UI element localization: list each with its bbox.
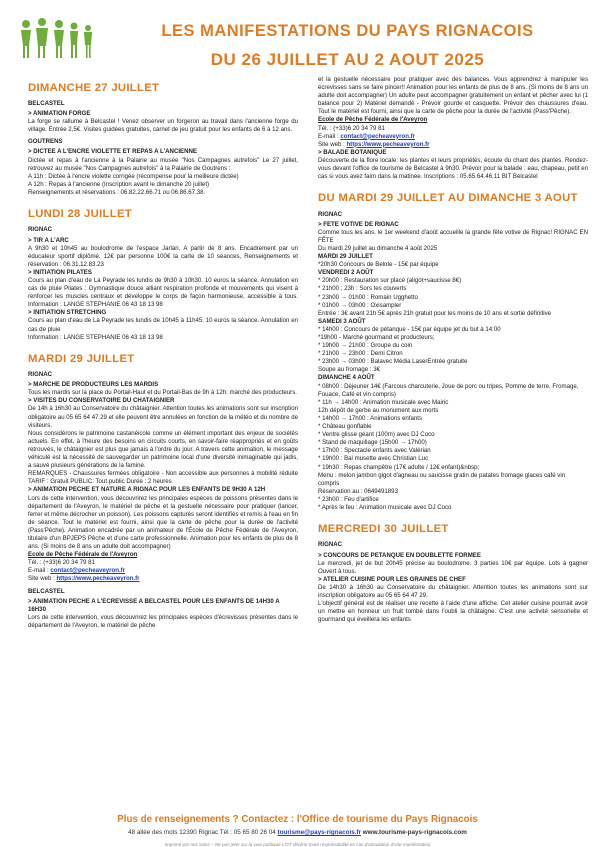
event-text-balade: Découverte de la flore locale: les plantes et leurs propriétés, écoute du chant des plantes. Rendez-vous devant l'office de tourisme de Belcastel à 9h30. Prévoir pour la balade : eau, chapeau, petit en cas si vous avez faim dans la matinée. Inscriptions : 05.65.64.46.11 BIT Belcastel [318, 156, 588, 181]
event-title-pilates: > INITIATION PILATES [28, 268, 92, 276]
day-heading-fete-votive: DU MARDI 29 JUILLET AU DIMANCHE 3 AOUT [318, 192, 578, 205]
footer-email-link[interactable]: tourisme@pays-rignacois.fr [277, 829, 362, 836]
event-text-stretching: Cours au plan d'eau de La Peyrade les lundis de 10h45 à 11h45. 10 euros la séance. Annulation en cas de pluie [28, 317, 298, 333]
program-line: * Ventre glisse géant (100m) avec DJ Coco [318, 431, 435, 439]
contact-tel: Tél. : (+33)6 20 34 79 81 [28, 559, 95, 567]
event-title-forge: > ANIMATION FORGE [28, 110, 91, 118]
footer-website[interactable]: www.tourisme-pays-rignacois.com [361, 829, 467, 836]
website-link[interactable]: https://www.pecheaveyron.fr [346, 140, 430, 148]
sub-heading-vendredi: VENDREDI 2 AOÛT [318, 269, 374, 277]
footer-disclaimer: Imprimé par nos soins – Ne pas jeter sur la voie publique L'OT décline toute responsabilité en cas d'annulation d'une manifestation [164, 842, 431, 847]
page-subtitle-dates: DU 26 JUILLET AU 2 AOUT 2025 [210, 50, 485, 69]
event-text-peche-nature: Lors de cette intervention, vous découvrirez les principales espèces de poissons présentes dans le département de l'Aveyron, le matériel de pêche et la gestuelle nécessaire pour pratiquer (lancer, ferrer et même décrocher un poisson). Les poissons capturés seront identifiés et remis à l'eau en fin de séance. Tout le matériel est fourni, ainsi que la carte de pêche pour la durée de l'activité (Pass'Pêche). Animation encadrée par un animateur de l'École de Pêche Fédérale de l'Aveyron, titulaire d'un BPJEPS Pêche et d'une carte professionnelle. Animation pour les enfants de plus de 8 ans. (Si moins de 8 ans un adulte doit accompagner) [28, 494, 298, 551]
event-text-fete-votive: Comme tous les ans, le 1er weekend d'août accueille la grande fête votive de Rignac! RIGNAC EN FÊTE [318, 228, 588, 244]
event-text-conservatoire-3: REMARQUES - Chaussures fermées obligatoire - Non accessible aux personnes à mobilité réduite TARIF : Gratuit PUBLIC: Tout public Durée : 2 heures [28, 470, 298, 486]
footer-address-text: 48 allée des mots 12390 Rignac Tél : 05 65 80 26 04 [128, 829, 278, 836]
event-text-ecrevisse-cont: et la gestuelle nécessaire pour pratiquer avec des balances. Vous apprendrez à manipuler les écrevisses sans se faire pincer!! Animation pour les enfants de plus de 8 ans. (Si moins de 8 ans un adulte doit accompagner) Un adulte peut accompagner gratuitement un enfant et pêcher avec lui (1 balance pour 2) Matériel demandé - Prévoir gourde et casquette. Prévoir des chaussures d'eau. Tout le matériel est fourni, ainsi que la carte de pêche pour la durée de l'activité (Pass'Pêche). [318, 76, 588, 116]
contact-site-row [318, 141, 588, 149]
footer-address [0, 829, 595, 836]
event-title-petanque: > CONCOURS DE PETANQUE EN DOUBLETTE FORMEE [318, 551, 481, 559]
event-text-conservatoire: De 14h à 16h30 au Conservatoire du châtaignier. Attention toutes les animations sont sur inscription obligatoire au 05 65 64 47 29 et elle peuvent être annulées en fonction de la météo et du nombre de visiteurs. [28, 405, 299, 429]
program-line: * 14h00 → 17h00 : Animations enfants [318, 414, 423, 422]
program-line: * 19h00 : Bal musette avec Christian Luc [318, 455, 429, 463]
footer-contact-heading: Plus de renseignements ? Contactez : l'Office de tourisme du Pays Rignacois [117, 814, 478, 825]
dictee-line-2: A 12h : Repas à l'ancienne (Inscription avant le dimanche 20 juillet) [28, 180, 210, 188]
event-text-atelier-cuisine: De 14h30 à 16h30 au Conservatoire du châtaignier. Attention toutes les animations sont sur inscription obligatoire au 05 65 64 47 29. [318, 583, 588, 599]
event-title-conservatoire: > VISITES DU CONSERVATOIRE DU CHATAIGNIER [28, 397, 175, 405]
event-text-tir-arc: A 9h30 et 10h45 au boulodrome de l'espace Jarlan. A partir de 8 ans. Encadrement par un éducateur sportif diplômé. 12€ par personne 100€ la carte de 10 séances, Renseignements et réservation : 06.31.12.83.23 [28, 244, 298, 268]
event-text-forge: La forge se rallume à Belcastel ! Venez observer un forgeron au travail dans l'ancienne forge du village. Entrée 2,5€. Visites guidées gratuites, carnet de jeu gratuit pour les enfants de 6 à 12 ans. [28, 118, 298, 134]
email-label: E-mail : [28, 567, 51, 575]
event-title-tir-arc: > TIR A L'ARC [28, 236, 69, 244]
fete-dates: Du mardi 29 juillet au dimanche 4 août 2025 [318, 244, 438, 252]
program-line: * 23h00 : Feu d'artifice [318, 495, 379, 503]
day-heading-lundi-28: LUNDI 28 JUILLET [28, 208, 132, 221]
event-text-conservatoire-2: Nous considérons le patrimoine castanéicole comme un élément important des enjeux de sociétés actuels. En effet, à l'heure des besoins en circuits courts, en savoir-faire réappropriés et en goûts retrouvés, le châtaignier est plus que jamais à l'ordre du jour. A travers cette animation, le message véhiculé est la nécessité de sauvegarder un patrimoine local d'une diversité inimaginable qui jadis, a sauvé plusieurs générations de la famine. [28, 429, 298, 470]
pays-rignacois-logo [16, 14, 96, 60]
program-line: * 17h00 : Spectacle enfants avec Valérian [318, 447, 431, 455]
contact-email-row [318, 133, 588, 141]
event-text-atelier-cuisine-2: L'objectif général est de réaliser une recette à l'aide d'une affiche. Cet atelier cuisine pourrait avoir un mettre en honneur un fruit tombé dans l'oubli la châtaigne. C'est une activité sensorielle et gourmand qui éveillera les enfants [318, 600, 588, 624]
program-line: * 21h00 → 23h00 : Demi Citron [318, 350, 403, 358]
website-link[interactable]: https://www.pecheaveyron.fr [56, 575, 140, 583]
email-link[interactable]: contact@pecheaveyron.fr [340, 132, 416, 140]
stretching-info: Information : LANGE STEPHANIE 06 43 18 13 98 [28, 333, 163, 341]
program-line: Soupe au fromage : 3€ [318, 366, 380, 374]
organizer-ecole-peche: Ecole de Pêche Fédérale de l'Aveyron [28, 551, 138, 559]
sub-heading-samedi: SAMEDI 3 AOÛT [318, 317, 366, 325]
contact-site-row [28, 575, 298, 583]
footer [0, 814, 595, 847]
place-rignac: RIGNAC [318, 541, 343, 549]
place-rignac: RIGNAC [318, 210, 343, 218]
event-title-stretching: > INITIATION STRETCHING [28, 309, 107, 317]
place-rignac: RIGNAC [28, 371, 53, 379]
program-line: * 20h00 : Restauration sur place (aligot+saucisse 8€) [318, 277, 462, 285]
dictee-line-3: Renseignements et réservations : 06.82.22.66.71 ou 06.86.67.38. [28, 188, 206, 196]
program-line: * 14h00 : Concours de pétanque - 15€ par équipe jet du but à 14:00 [318, 325, 501, 333]
organizer-ecole-peche: Ecole de Pêche Fédérale de l'Aveyron [318, 116, 428, 124]
place-goutrens: GOUTRENS [28, 138, 63, 146]
event-text-ecrevisse: Lors de cette intervention, vous découvrirez les principales espèces d'écrevisses présentes dans le département de l'Aveyron, le matériel de pêche [28, 613, 298, 629]
program-line: Menu : melon jambon gigot d'agneau ou saucisse gratin de patates fromage glaces café vin compris [318, 471, 566, 487]
program-line: * Stand de maquillage (15h00 → 17h00) [318, 439, 427, 447]
email-link[interactable]: contact@pecheaveyron.fr [50, 567, 126, 575]
event-title-atelier-cuisine: > ATELIER CUISINE POUR LES GRAINES DE CHEF [318, 575, 466, 583]
program-line: * 08h00 : Déjeuner 14€ (Farcous charcuterie, Joue de porc ou tripes, Pomme de terre, Fromage, Fouace, Café et vin compris) [318, 382, 579, 398]
program-line: * 01h00 → 03h00 : Oxisampler [318, 301, 402, 309]
program-line: * 23h00 → 01h00 : Romain Ugghetto [318, 293, 418, 301]
event-title-balade: > BALADE BOTANIQUE [318, 148, 387, 156]
day-heading-dimanche-27: DIMANCHE 27 JUILLET [28, 82, 160, 94]
site-label: Site web : [28, 575, 57, 583]
program-line: * 19h00 → 21h00 : Groupe du coin [318, 342, 413, 350]
site-label: Site web : [318, 140, 347, 148]
program-line: * 11h → 14h00 : Animation musicale avec Mairic [318, 398, 449, 406]
contact-tel: Tél. : (+33)6 20 34 79 81 [318, 124, 385, 132]
sub-heading-dimanche: DIMANCHE 4 AOÛT [318, 374, 375, 382]
contact-email-row [28, 567, 298, 575]
program-line: 12h dépôt de gerbe au monument aux morts [318, 406, 439, 414]
place-rignac: RIGNAC [28, 226, 53, 234]
program-line: * 19h30 : Repas champêtre (17€ adulte / 12€ enfant)&nbsp; [318, 463, 480, 471]
place-belcastel: BELCASTEL [28, 587, 65, 595]
program-line: * 21h00 ; 23h : Sors tes couverts [318, 285, 407, 293]
program-line: Réservation au : 0649491893 [318, 487, 398, 495]
event-text-dictee: Dictée et repas à l'ancienne à la Palairie au musée "Nos Campagnes autrefois" Le 27 juillet, retrouvez au musée "Nos Campagnes autrefois" à la Palairie de Goutrens : [28, 156, 298, 172]
event-text-petanque: Le mercredi, jet de but 20h45 précise au boulodrome. 3 parties 10€ par équipe. Lots à gagner Ouvert à tous. [318, 559, 588, 575]
right-column [318, 76, 588, 624]
email-label: E-mail : [318, 132, 341, 140]
event-text-pilates: Cours au plan d'eau de La Peyrade les lundis de 9h30 à 10h30. 10 euros la séance. Annulation en cas de pluie Pilates : Gymnastique douce alliant respiration profonde et mouvements qui visent à renforcer les muscles centraux et développe le corps de façon harmonieuse, accessible à tous. Information : LANGE STEPHANIE 06 43 18 13 98 [28, 276, 298, 309]
left-column [28, 76, 298, 630]
program-line: * Château gonflable [318, 423, 372, 431]
event-text-marche: Tous les mardis sur la place du Portail-Haut et du Portail-Bas de 9h à 12h: marché des producteurs. [28, 389, 297, 397]
dictee-line-1: A 11h : Dictée à l'encre violette corrigée (récompense pour la meilleure dictée) [28, 172, 239, 180]
program-line: *19h00 - Marché gourmand et producteurs; [318, 334, 435, 341]
place-belcastel: BELCASTEL [28, 100, 65, 108]
program-line: * Après le feu : Animation musicale avec DJ Coco [318, 503, 452, 511]
event-title-dictee: > DICTEE A L'ENCRE VIOLETTE ET REPAS A L'ANCIENNE [28, 148, 197, 156]
day-heading-mercredi-30: MERCREDI 30 JUILLET [318, 523, 449, 536]
day-heading-mardi-29: MARDI 29 JUILLET [28, 352, 135, 365]
sub-heading-mardi: MARDI 29 JUILLET [318, 253, 373, 261]
event-title-fete-votive: > FETE VOTIVE DE RIGNAC [318, 220, 399, 228]
event-title-ecrevisse: > ANIMATION PECHE A L'ECREVISSE A BELCASTEL POUR LES ENFANTS DE 14H30 A 16H30 [28, 597, 280, 613]
program-line: Entrée : 3€ avant 21h 5€ après 21h gratuit pour les moins de 10 ans et sortie définitive [318, 309, 552, 317]
event-title-marche: > MARCHE DE PRODUCTEURS LES MARDIS [28, 381, 159, 389]
program-line: *20h30 Concours de Belote - 15€ par équipe [318, 261, 439, 269]
page-title: LES MANIFESTATIONS DU PAYS RIGNACOIS [161, 22, 534, 40]
event-title-peche-nature: > ANIMATION PECHE ET NATURE A RIGNAC POUR LES ENFANTS DE 9H30 A 12H [28, 486, 266, 494]
program-line: * 23h00 → 03h00 : Balavec Média LaserEntrée gratuite [318, 358, 468, 366]
